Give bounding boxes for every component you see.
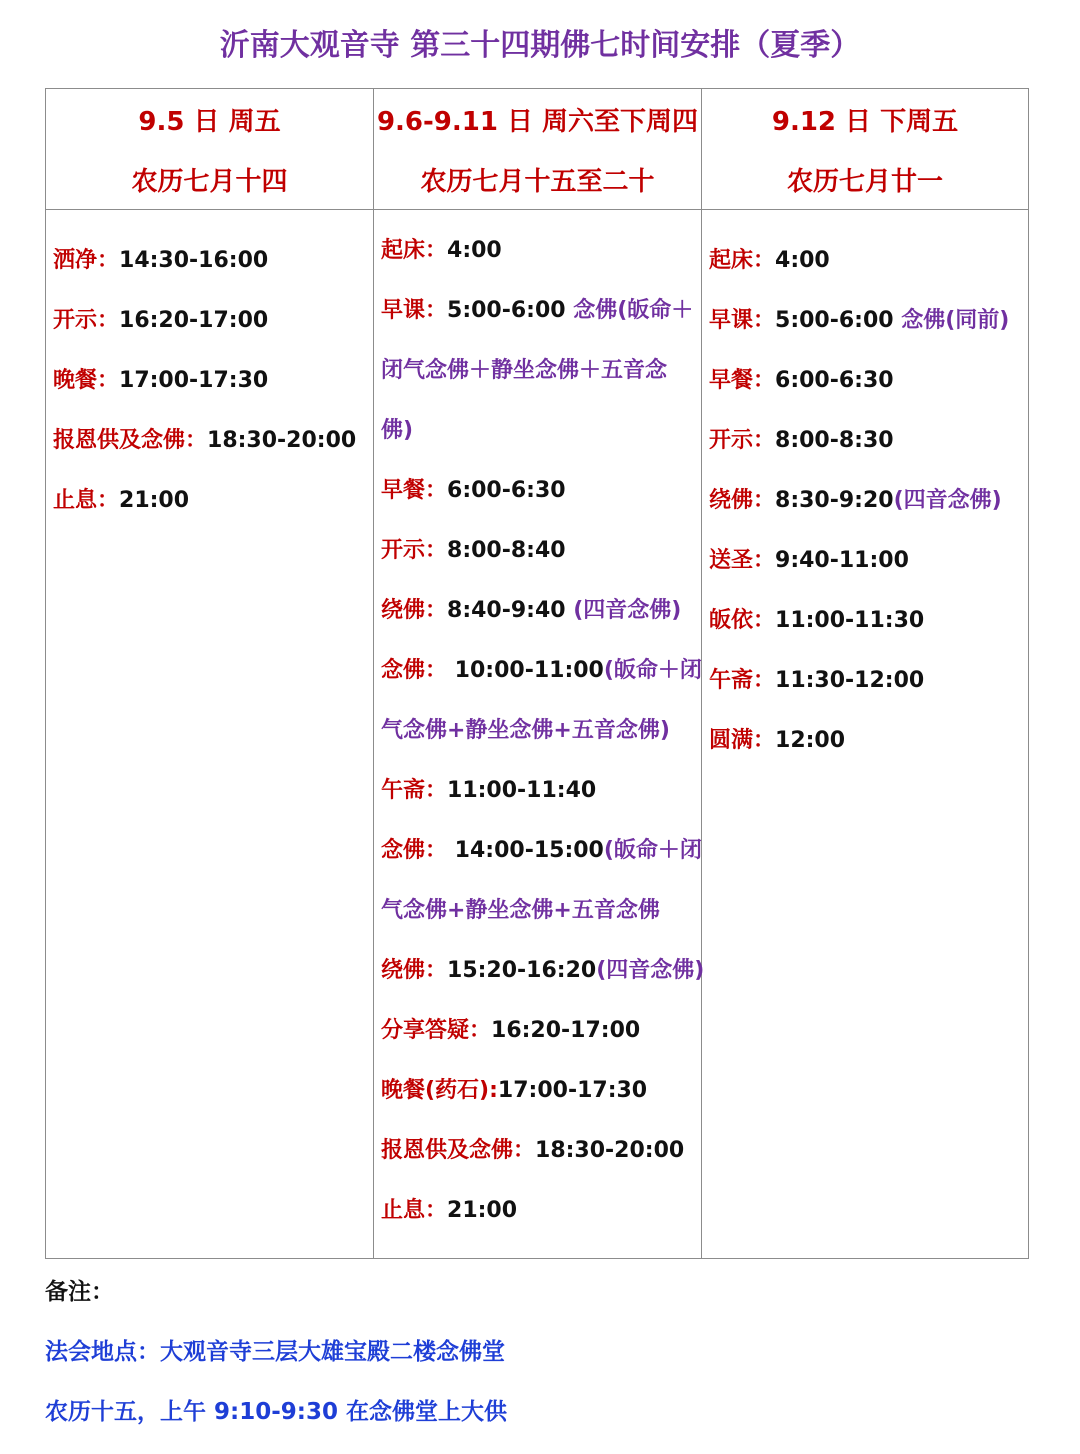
event-time: 5:00-6:00	[775, 308, 902, 333]
event-label: 早课：	[709, 308, 776, 333]
event-note: 佛)	[381, 418, 414, 443]
event-label: 午斋：	[381, 778, 448, 803]
event-label: 止息：	[53, 488, 120, 513]
event-label: 报恩供及念佛：	[53, 428, 208, 453]
event-label: 圆满：	[709, 728, 776, 753]
schedule-line	[381, 294, 693, 328]
event-label: 早餐：	[381, 478, 448, 503]
venue-text: 法会地点：大观音寺三层大雄宝殿二楼念佛堂	[45, 1339, 505, 1365]
event-time: 8:00-8:40	[447, 538, 566, 563]
event-time: 15:20-16:20	[447, 958, 597, 983]
event-time: 8:00-8:30	[775, 428, 894, 453]
notes-heading-text: 备注：	[45, 1279, 114, 1305]
header-lunar: 农历七月十四	[131, 167, 288, 197]
event-label: 晚餐(药石):	[381, 1078, 498, 1103]
schedule-line	[381, 774, 596, 808]
schedule-line	[381, 714, 670, 748]
event-time: 10:00-11:00	[447, 658, 604, 683]
schedule-line	[381, 1014, 640, 1048]
schedule-line	[381, 474, 566, 508]
schedule-line	[381, 1134, 684, 1168]
event-time: 11:30-12:00	[775, 668, 925, 693]
schedule-line	[53, 484, 189, 518]
notes-venue	[45, 1334, 505, 1370]
event-label: 午斋：	[709, 668, 776, 693]
event-label: 念佛：	[381, 838, 448, 863]
event-note: 念佛(皈命＋	[573, 298, 694, 323]
schedule-line	[709, 724, 845, 758]
schedule-line	[381, 534, 566, 568]
column-header-3	[702, 89, 1028, 209]
schedule-line	[53, 244, 268, 278]
event-label: 洒净：	[53, 248, 120, 273]
event-label: 开示：	[709, 428, 776, 453]
schedule-line	[709, 364, 894, 398]
schedule-line	[709, 304, 1009, 338]
event-label: 早餐：	[709, 368, 776, 393]
event-note: 闭气念佛＋静坐念佛＋五音念	[381, 358, 668, 383]
event-time: 4:00	[447, 238, 502, 263]
event-label: 起床：	[709, 248, 776, 273]
event-time: 5:00-6:00	[447, 298, 574, 323]
event-time: 6:00-6:30	[447, 478, 566, 503]
schedule-line	[381, 954, 704, 988]
event-time: 21:00	[447, 1198, 518, 1223]
page-title: 沂南大观音寺 第三十四期佛七时间安排（夏季）	[219, 28, 861, 63]
event-label: 晚餐：	[53, 368, 120, 393]
offering-text: 农历十五，上午 9:10-9:30 在念佛堂上大供	[45, 1399, 507, 1425]
schedule-line	[381, 1194, 517, 1228]
event-time: 14:30-16:00	[119, 248, 269, 273]
event-label: 报恩供及念佛：	[381, 1138, 536, 1163]
event-note: (四音念佛)	[573, 598, 682, 623]
header-divider	[46, 209, 1028, 210]
event-label: 绕佛：	[709, 488, 776, 513]
schedule-line	[709, 664, 924, 698]
event-label: 止息：	[381, 1198, 448, 1223]
schedule-line	[381, 414, 413, 448]
event-time: 16:20-17:00	[491, 1018, 641, 1043]
event-note: (皈命＋闭	[603, 838, 702, 863]
event-time: 12:00	[775, 728, 846, 753]
schedule-line	[381, 894, 660, 928]
event-time: 8:30-9:20	[775, 488, 894, 513]
event-time: 6:00-6:30	[775, 368, 894, 393]
header-lunar: 农历七月十五至二十	[420, 167, 655, 197]
schedule-table	[45, 88, 1029, 1259]
event-note: 念佛(同前)	[901, 308, 1010, 333]
event-label: 送圣：	[709, 548, 776, 573]
column-header-1	[46, 89, 373, 209]
notes-heading	[45, 1274, 114, 1310]
schedule-line	[709, 544, 909, 578]
event-label: 绕佛：	[381, 598, 448, 623]
event-time: 11:00-11:30	[775, 608, 925, 633]
event-time: 11:00-11:40	[447, 778, 597, 803]
schedule-line	[53, 364, 268, 398]
schedule-line	[381, 834, 702, 868]
header-date: 9.5 日 周五	[138, 107, 281, 137]
event-label: 起床：	[381, 238, 448, 263]
event-label: 念佛：	[381, 658, 448, 683]
schedule-line	[709, 604, 924, 638]
notes-offering	[45, 1394, 507, 1430]
column-divider	[373, 89, 374, 1258]
header-date: 9.6-9.11 日 周六至下周四	[376, 107, 699, 137]
event-time: 14:00-15:00	[447, 838, 604, 863]
schedule-line	[709, 244, 830, 278]
event-note: 气念佛+静坐念佛+五音念佛)	[381, 718, 670, 743]
event-label: 开示：	[381, 538, 448, 563]
schedule-line	[381, 1074, 647, 1108]
event-label: 开示：	[53, 308, 120, 333]
event-note: (四音念佛)	[596, 958, 705, 983]
event-time: 17:00-17:30	[119, 368, 269, 393]
schedule-line	[381, 234, 502, 268]
schedule-line	[53, 424, 356, 458]
event-time: 8:40-9:40	[447, 598, 574, 623]
event-time: 16:20-17:00	[119, 308, 269, 333]
header-date: 9.12 日 下周五	[771, 107, 959, 137]
event-time: 4:00	[775, 248, 830, 273]
event-label: 皈依：	[709, 608, 776, 633]
event-time: 21:00	[119, 488, 190, 513]
column-header-2	[374, 89, 701, 209]
schedule-line	[709, 424, 894, 458]
event-time: 9:40-11:00	[775, 548, 909, 573]
schedule-line	[381, 354, 667, 388]
header-lunar: 农历七月廿一	[786, 167, 943, 197]
schedule-line	[53, 304, 268, 338]
schedule-line	[381, 654, 702, 688]
event-note: 气念佛+静坐念佛+五音念佛	[381, 898, 660, 923]
event-note: (四音念佛)	[893, 488, 1002, 513]
event-label: 早课：	[381, 298, 448, 323]
event-time: 17:00-17:30	[497, 1078, 648, 1103]
event-time: 18:30-20:00	[207, 428, 357, 453]
schedule-line	[381, 594, 681, 628]
event-label: 分享答疑：	[381, 1018, 492, 1043]
schedule-line	[709, 484, 1002, 518]
event-label: 绕佛：	[381, 958, 448, 983]
event-time: 18:30-20:00	[535, 1138, 685, 1163]
event-note: (皈命＋闭	[603, 658, 702, 683]
